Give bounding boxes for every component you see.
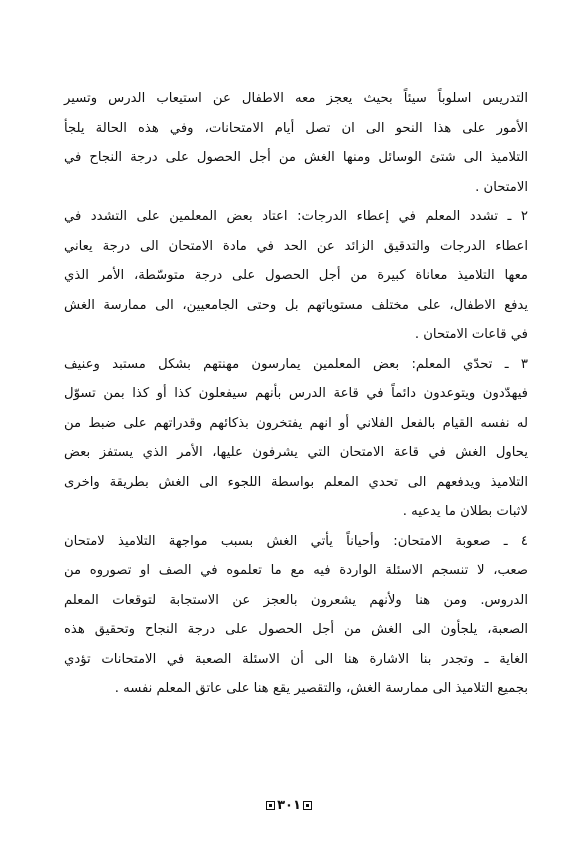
ornament-icon	[303, 801, 312, 810]
page-body	[64, 84, 528, 704]
text-line: له نفسه القيام بالفعل الفلاني أو انهم يفتخرون بذكائهم وقدراتهم على ضبط من	[64, 415, 528, 431]
text-line: يحاول الغش في قاعة الامتحان التي يشرفون عليها، الأمر الذي يستفز بعض	[64, 445, 528, 460]
text-line: الغاية ـ وتجدر بنا الاشارة هنا الى أن الاسئلة الصعبة في الامتحانات تؤدي	[64, 651, 528, 667]
section-2-first-line: ٢ ـ تشدد المعلم في إعطاء الدرجات: اعتاد بعض المعلمين على التشدد في	[64, 209, 528, 224]
text-line: يدفع الاطفال، على مختلف مستوياتهم بل وحتى الجامعيين، الى ممارسة الغش	[64, 297, 528, 313]
text-line: الدروس. ومن هنا ولأنهم يشعرون بالعجز عن الاستجابة لتوقعات المعلم	[64, 592, 528, 608]
text-line: الامتحان .	[475, 179, 528, 195]
text-line: صعب، لا تنسجم الاسئلة الواردة فيه مع ما تعلموه في الصف او تصوروه من	[64, 563, 528, 578]
text-line: الأمور على هذا النحو الى ان تصل أيام الامتحانات، وفي هذه الحالة يلجأ	[64, 120, 528, 136]
page-number: ٣٠١	[277, 798, 301, 813]
text-line: اعطاء الدرجات والتدقيق الزائد عن الحد في مادة الامتحان الى درجة يعاني	[64, 238, 528, 254]
section-4-first-line: ٤ ـ صعوبة الامتحان: وأحياناً يأتي الغش بسبب مواجهة التلاميذ لامتحان	[64, 533, 528, 549]
text-line: التلاميذ الى شتئ الوسائل ومنها الغش من أجل الحصول على درجة النجاح في	[64, 150, 528, 165]
ornament-icon	[266, 801, 275, 810]
text-line: فيهدّدون ويتوعدون دائماً في قاعة الدرس بأنهم سيفعلون كذا أو كذا بمن تسوّل	[64, 386, 528, 401]
text-line: معها التلاميذ معاناة كبيرة من أجل الحصول على درجة متوسّطة، الأمر الذي	[64, 268, 528, 283]
text-line: التلاميذ ويدفعهم الى تحدي المعلم بواسطة اللجوء الى الغش بطريقة واخرى	[64, 474, 528, 490]
section-3-first-line: ٣ ـ تحدّي المعلم: بعض المعلمين يمارسون مهنتهم بشكل مستبد وعنيف	[64, 356, 528, 372]
text-line: في قاعات الامتحان .	[414, 327, 528, 342]
page-number-footer	[0, 798, 578, 813]
text-line: الصعبة، يلجأون الى الغش من أجل الحصول على درجة النجاح وتحقيق هذه	[64, 622, 528, 637]
text-line: التدريس اسلوباً سيئاً بحيث يعجز معه الاطفال عن استيعاب الدرس وتسير	[64, 91, 528, 106]
text-line: بجميع التلاميذ الى ممارسة الغش، والتقصير يقع هنا على عاتق المعلم نفسه .	[114, 681, 528, 696]
text-line: لاثبات بطلان ما يدعيه .	[402, 504, 528, 519]
